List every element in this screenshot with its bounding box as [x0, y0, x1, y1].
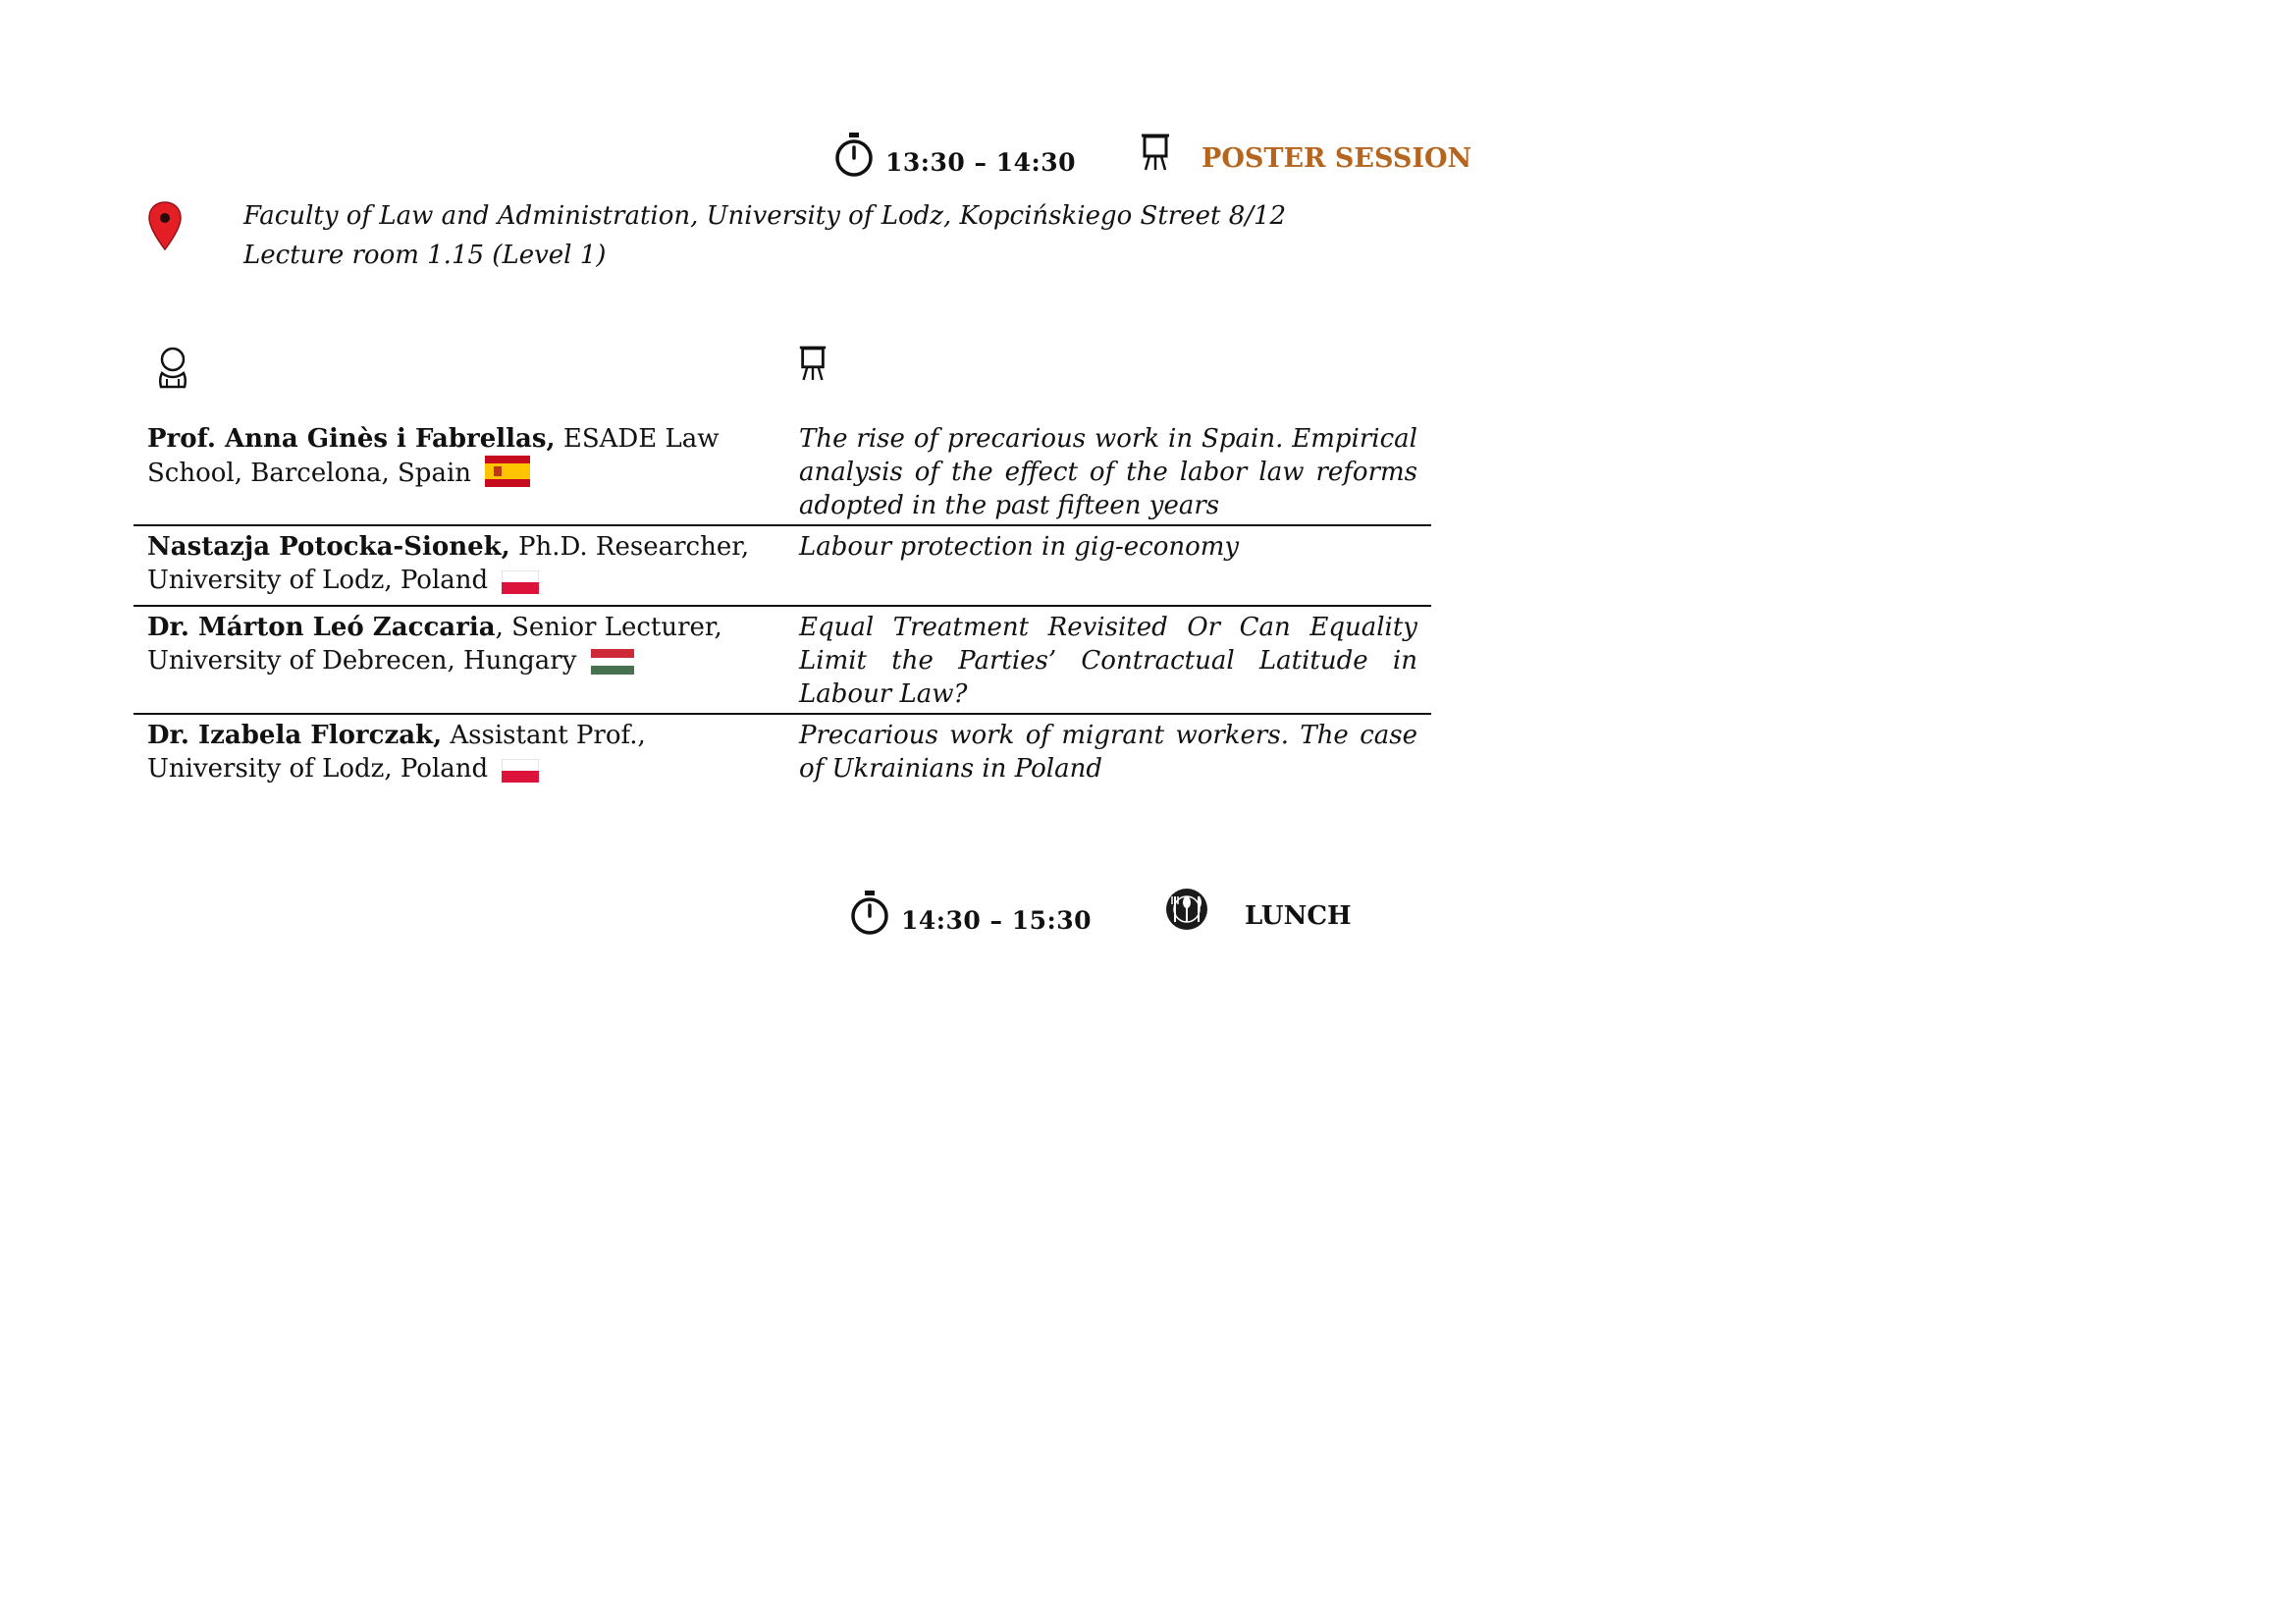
poster-session-header	[832, 126, 1471, 185]
stopwatch-icon	[832, 132, 876, 179]
talk-title: The rise of precarious work in Spain. Empirical analysis of the effect of the labor law reforms adopted in the past fifteen years	[785, 418, 1431, 525]
flag-hungary-icon	[591, 649, 634, 683]
lunch-title: LUNCH	[1245, 901, 1352, 931]
stopwatch-icon	[848, 890, 891, 937]
talk-title: Labour protection in gig-economy	[785, 525, 1431, 606]
flag-poland-icon	[502, 758, 539, 791]
session-title: POSTER SESSION	[1201, 142, 1472, 174]
speaker-affiliation: ESADE Law School, Barcelona, Spain	[147, 424, 720, 488]
table-row	[133, 714, 1431, 793]
lunch-header	[848, 884, 1352, 943]
speaker-name: Nastazja Potocka-Sionek,	[147, 532, 510, 562]
table-row	[133, 418, 1431, 525]
plate-cutlery-icon	[1164, 887, 1209, 932]
person-icon	[155, 346, 190, 395]
easel-icon	[797, 344, 828, 387]
speaker-cell	[133, 525, 785, 606]
map-pin-icon	[147, 200, 183, 255]
easel-icon	[1139, 133, 1172, 172]
location-line-2: Lecture room 1.15 (Level 1)	[243, 241, 607, 270]
session-time: 13:30 – 14:30	[885, 147, 1077, 177]
speaker-cell	[133, 714, 785, 793]
talk-title: Precarious work of migrant workers. The case of Ukrainians in Poland	[799, 721, 1417, 784]
speaker-affiliation: , Senior Lecturer, University of Debrecen, Hungary	[147, 613, 722, 676]
speaker-name: Prof. Anna Ginès i Fabrellas,	[147, 424, 556, 454]
talk-title: Equal Treatment Revisited Or Can Equality Limit the Parties’ Contractual Latitude in Labour Law?	[785, 606, 1431, 714]
speaker-affiliation: Assistant Prof., University of Lodz, Poland	[147, 721, 646, 784]
speaker-affiliation: Ph.D. Researcher, University of Lodz, Poland	[147, 532, 750, 595]
location-block	[243, 196, 1286, 275]
program-table	[133, 418, 1431, 793]
flag-poland-icon	[502, 569, 539, 603]
speaker-name: Dr. Márton Leó Zaccaria	[147, 613, 496, 642]
table-row	[133, 525, 1431, 606]
lunch-time: 14:30 – 15:30	[901, 905, 1093, 935]
speaker-cell	[133, 418, 785, 525]
table-row	[133, 606, 1431, 714]
location-line-1: Faculty of Law and Administration, University of Lodz, Kopcińskiego Street 8/12	[243, 201, 1287, 231]
speaker-name: Dr. Izabela Florczak,	[147, 721, 443, 750]
flag-spain-icon	[485, 456, 530, 496]
speaker-cell	[133, 606, 785, 714]
